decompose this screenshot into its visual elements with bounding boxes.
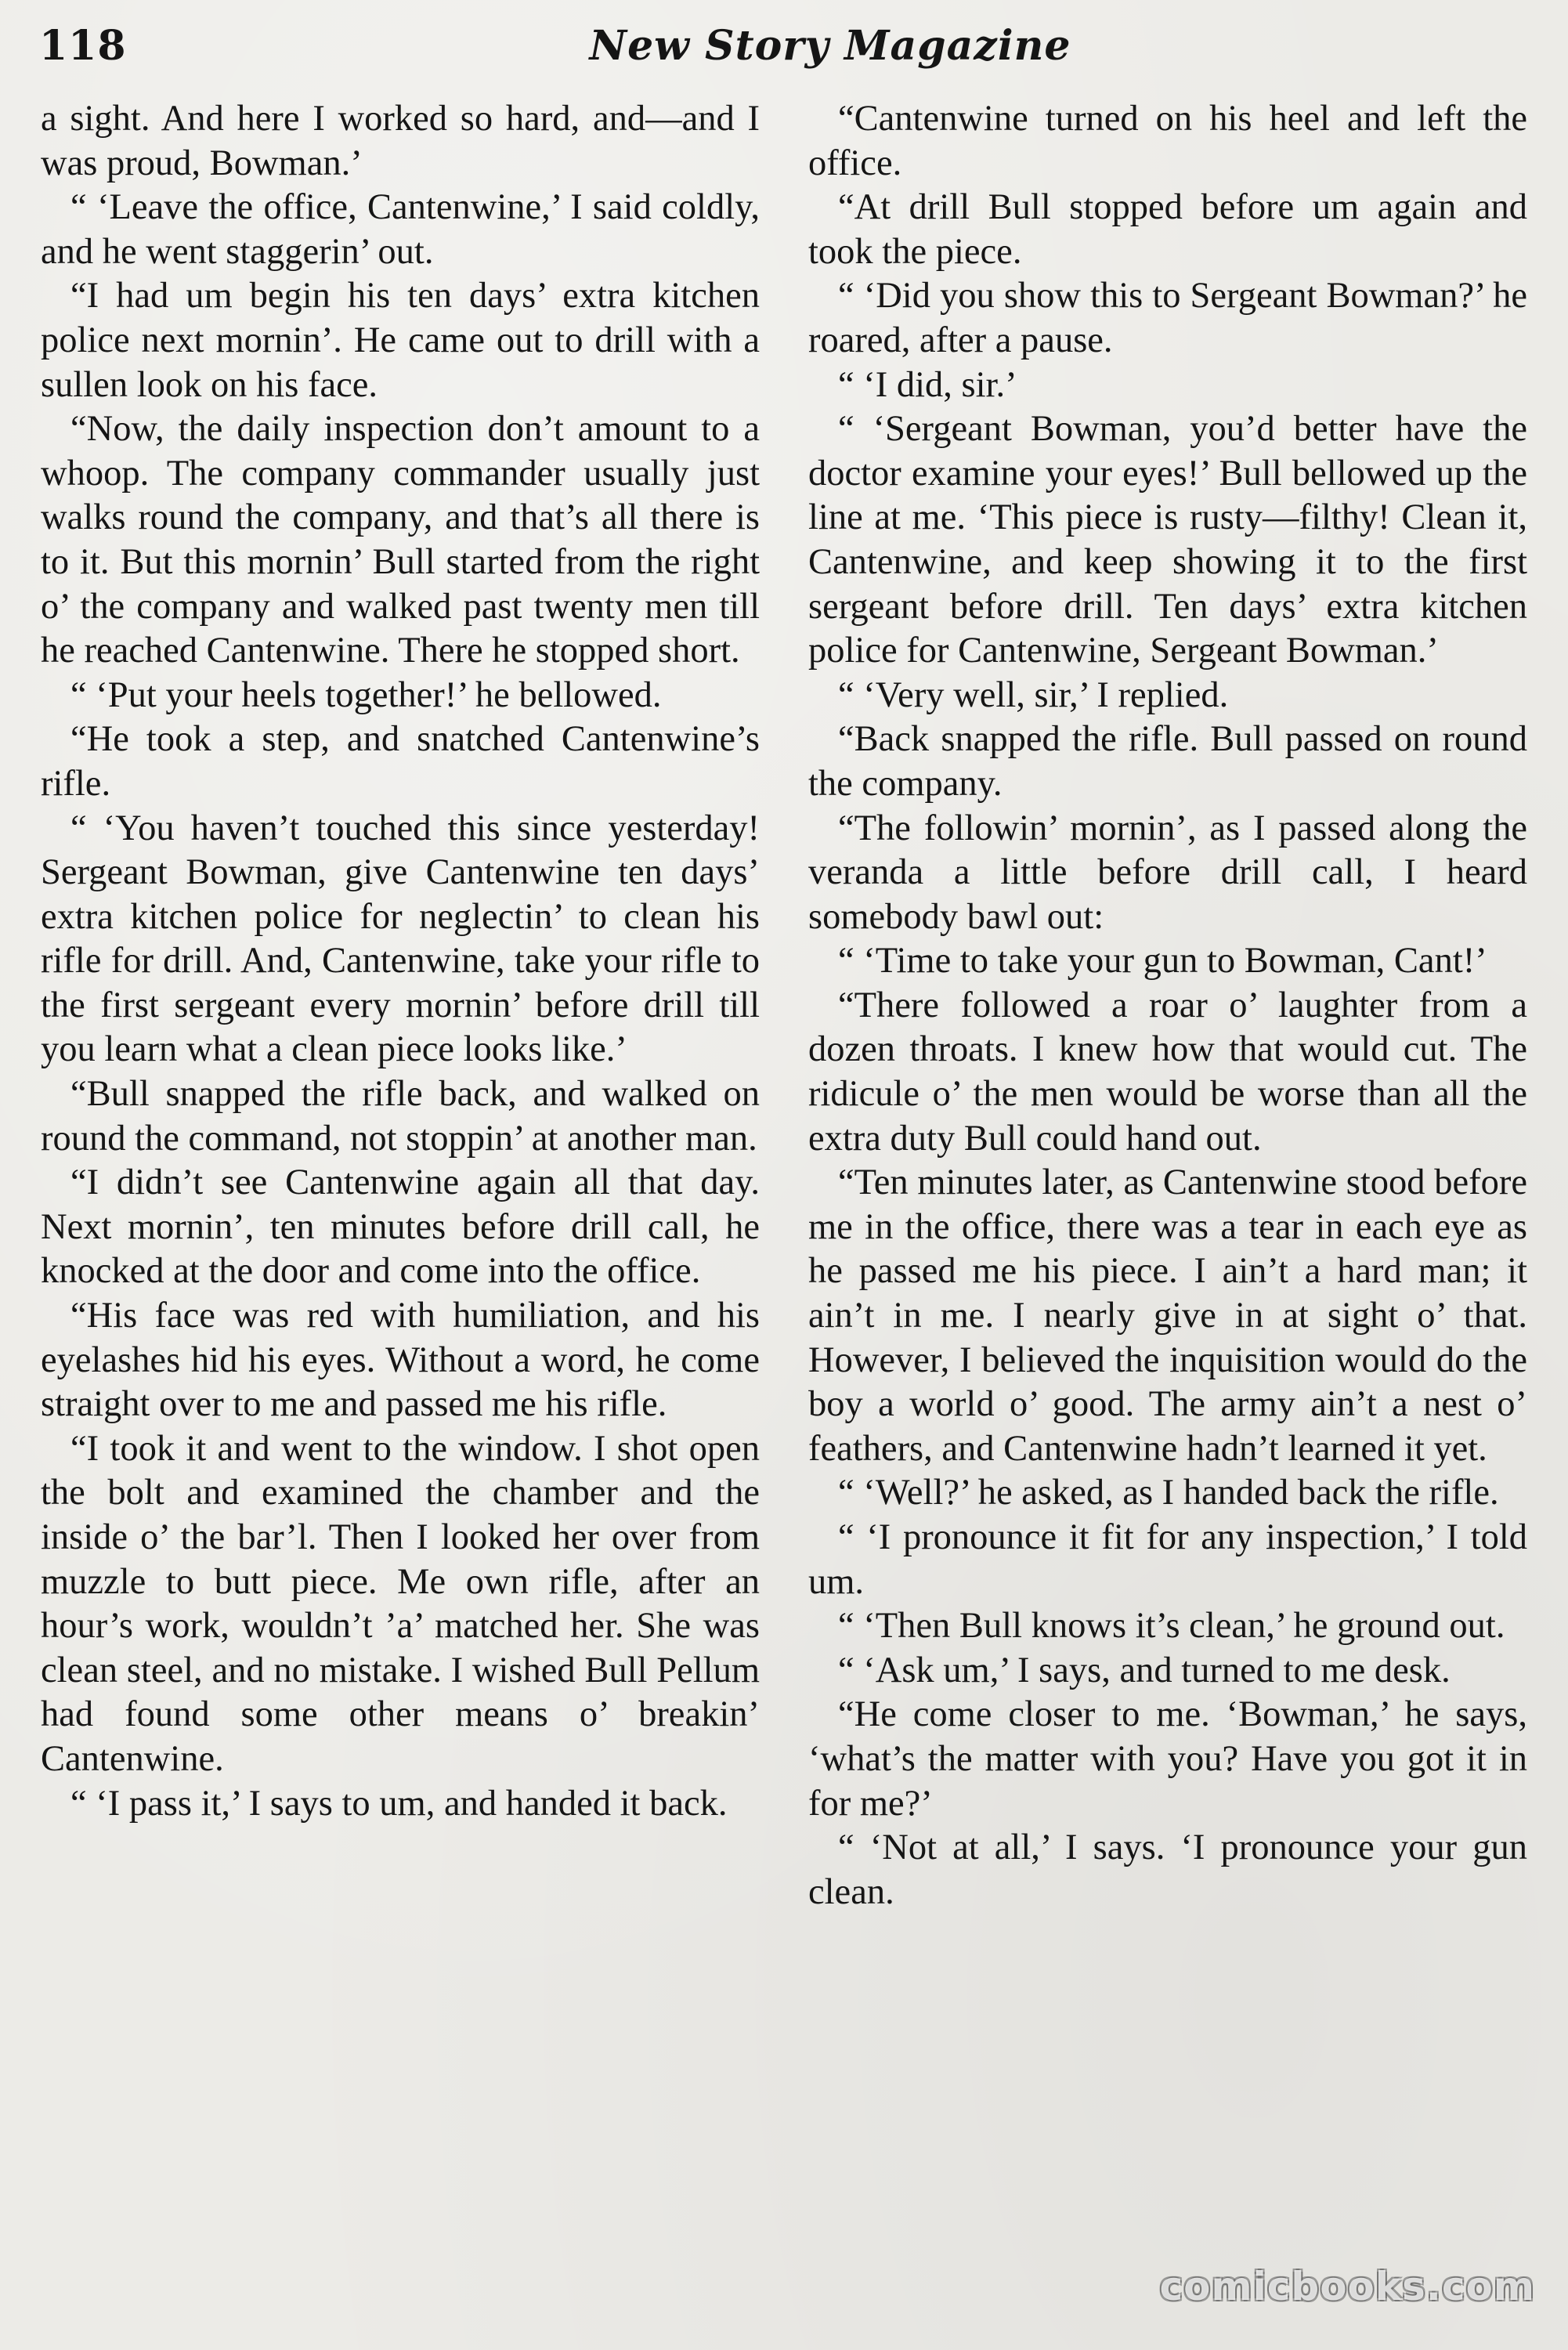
right-text-column — [808, 97, 1527, 1914]
paragraph: “Back snapped the rifle. Bull passed on round the company. — [808, 719, 1527, 804]
paragraph: “He come closer to me. ‘Bowman,’ he says, ‘what’s the matter with you? Have you got it in for me?’ — [808, 1694, 1527, 1824]
paragraph: “I took it and went to the window. I shot open the bolt and examined the chamber and the inside o’ the bar’l. Then I looked her over from muzzle to butt piece. Me own rifle, after an hour’s work, wouldn’t ’a’ matched her. She was clean steel, and no mistake. I wished Bull Pellum had found some other means o’ breakin’ Cantenwine. — [41, 1428, 760, 1779]
paragraph: “The followin’ mornin’, as I passed along the veranda a little before drill call, I heard somebody bawl out: — [808, 808, 1527, 937]
paragraph: “Ten minutes later, as Cantenwine stood before me in the office, there was a tear in each eye as he passed me his piece. I ain’t a hard man; it ain’t in me. I nearly give in at sight o’ that. However, I believed the inquisition would do the boy a world o’ good. The army ain’t a nest o’ feathers, and Cantenwine hadn’t learned it yet. — [808, 1162, 1527, 1469]
paragraph: “ ‘I pronounce it fit for any inspection,’ I told um. — [808, 1517, 1527, 1602]
paragraph: “ ‘Ask um,’ I says, and turned to me desk. — [838, 1650, 1451, 1690]
paragraph: “I didn’t see Cantenwine again all that day. Next mornin’, ten minutes before drill call, he knocked at the door and come into the office. — [41, 1162, 760, 1292]
paragraph: “ ‘Leave the office, Cantenwine,’ I said coldly, and he went staggerin’ out. — [41, 187, 760, 272]
paragraph: “ ‘Time to take your gun to Bowman, Cant!’ — [838, 941, 1487, 982]
paragraph: “ ‘Well?’ he asked, as I handed back the rifle. — [838, 1473, 1499, 1513]
paragraph: “His face was red with humiliation, and his eyelashes hid his eyes. Without a word, he come straight over to me and passed me his rifle. — [41, 1296, 760, 1425]
paragraph: “There followed a roar o’ laughter from a dozen throats. I knew how that would cut. The ridicule o’ the men would be worse than all the extra duty Bull could hand out. — [808, 985, 1527, 1159]
paragraph: “ ‘Did you show this to Sergeant Bowman?’ he roared, after a pause. — [808, 276, 1527, 360]
paragraph: “ ‘Not at all,’ I says. ‘I pronounce your gun clean. — [808, 1828, 1527, 1912]
watermark: comicbooks.com — [1159, 2264, 1535, 2309]
paragraph: “ ‘You haven’t touched this since yesterday! Sergeant Bowman, give Cantenwine ten days’ extra kitchen police for neglectin’ to clean his rifle for drill. And, Cantenwine, take your rifle to the first sergeant every mornin’ before drill till you learn what a clean piece looks like.’ — [41, 808, 760, 1070]
paragraph: “ ‘Sergeant Bowman, you’d better have the doctor examine your eyes!’ Bull bellowed up the line at me. ‘This piece is rusty—filthy! Clean it, Cantenwine, and keep showing it to the first sergeant before drill. Ten days’ extra kitchen police for Cantenwine, Sergeant Bowman.’ — [808, 409, 1527, 671]
page-header — [39, 17, 1529, 80]
paragraph: “ ‘Put your heels together!’ he bellowed. — [70, 674, 662, 715]
paragraph: “ ‘I did, sir.’ — [838, 364, 1017, 405]
page-number: 118 — [39, 22, 127, 70]
paragraph: “ ‘Very well, sir,’ I replied. — [838, 674, 1229, 715]
paragraph: “At drill Bull stopped before um again and took the piece. — [808, 187, 1527, 272]
paragraph: a sight. And here I worked so hard, and—and I was proud, Bowman.’ — [41, 99, 760, 183]
left-text-column — [41, 97, 760, 1826]
paragraph: “He took a step, and snatched Cantenwine’s rifle. — [41, 719, 760, 804]
paragraph: “I had um begin his ten days’ extra kitchen police next mornin’. He came out to drill with a sullen look on his face. — [41, 276, 760, 405]
magazine-title: New Story Magazine — [589, 22, 1071, 70]
paragraph: “ ‘Then Bull knows it’s clean,’ he ground out. — [838, 1606, 1505, 1647]
paragraph: “Now, the daily inspection don’t amount to a whoop. The company commander usually just walks round the company, and that’s all there is to it. But this mornin’ Bull started from the right o’ the company and walked past twenty men till he reached Cantenwine. There he stopped short. — [41, 409, 760, 671]
paragraph: “Bull snapped the rifle back, and walked on round the command, not stoppin’ at another man. — [41, 1074, 760, 1159]
paragraph: “Cantenwine turned on his heel and left the office. — [808, 99, 1527, 183]
paragraph: “ ‘I pass it,’ I says to um, and handed it back. — [70, 1783, 728, 1824]
